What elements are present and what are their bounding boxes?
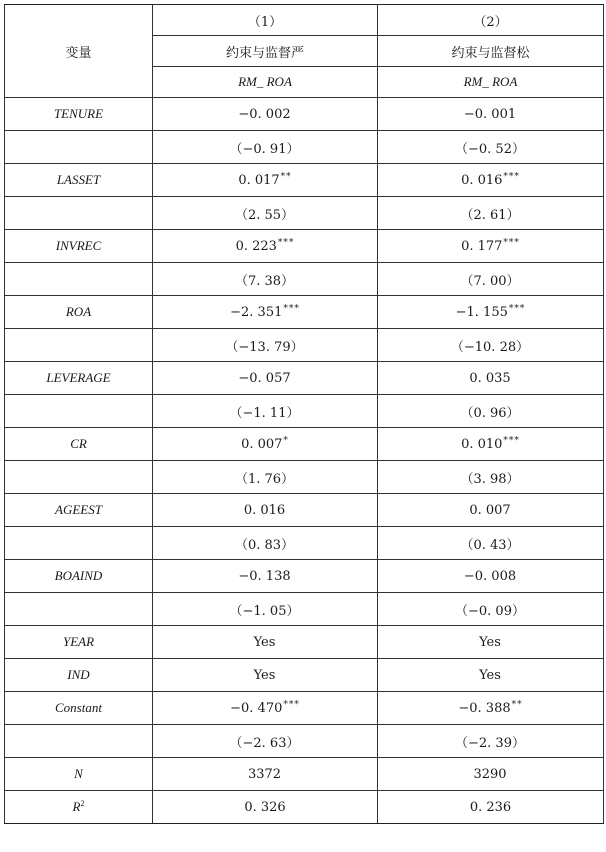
col2-cell [378, 131, 604, 164]
col2-cell [378, 659, 604, 692]
table-row [5, 230, 604, 263]
col2-cell-value: −0. 008 [463, 569, 517, 584]
col1-cell [153, 560, 378, 593]
variable-name [5, 791, 153, 824]
variable-name [5, 395, 153, 428]
col2-cell-value: Yes [479, 635, 501, 650]
col1-cell [153, 692, 378, 725]
col2-cell [378, 329, 604, 362]
table-row [5, 593, 604, 626]
col1-cell-value: （−0. 91） [229, 141, 300, 157]
col2-cell [378, 725, 604, 758]
col2-cell [378, 164, 604, 197]
table-row [5, 98, 604, 131]
variable-name [5, 692, 153, 725]
table-row [5, 263, 604, 296]
col1-cell-significance-stars: *** [283, 304, 300, 314]
variable-name [5, 329, 153, 362]
col1-cell-value: （1. 76） [234, 471, 295, 487]
col2-cell-value: 0. 035 [469, 371, 511, 386]
variable-name [5, 263, 153, 296]
variable-name-value: BOAIND [54, 568, 103, 583]
col1-cell-significance-stars: * [283, 436, 289, 446]
col1-cell [153, 296, 378, 329]
col1-cell [153, 230, 378, 263]
col1-cell-value: −2. 351 [230, 305, 283, 320]
col1-cell-significance-stars: *** [277, 238, 295, 248]
col2-cell [378, 197, 604, 230]
col1-cell [153, 395, 378, 428]
col2-cell [378, 560, 604, 593]
col2-cell [378, 494, 604, 527]
col1-cell [153, 494, 378, 527]
variable-name-value: YEAR [62, 634, 95, 649]
col2-cell-value: （0. 96） [460, 405, 520, 421]
col1-cell [153, 362, 378, 395]
col2-cell [378, 692, 604, 725]
col2-cell-value: （−10. 28） [450, 339, 530, 355]
variable-name [5, 428, 153, 461]
table-row-r2 [5, 791, 604, 824]
table-row [5, 461, 604, 494]
col2-cell [378, 527, 604, 560]
col1-cell-value: （−2. 63） [229, 735, 300, 751]
col1-cell-value: （7. 38） [234, 273, 295, 289]
col2-cell-significance-stars: *** [503, 172, 520, 182]
col1-name: 约束与监督严 [153, 36, 378, 67]
col2-cell-value: （−2. 39） [455, 735, 525, 751]
header-row-numbers [5, 5, 604, 36]
col1-cell-value: −0. 470 [230, 701, 283, 716]
variable-name [5, 461, 153, 494]
col1-cell [153, 131, 378, 164]
r2-label: R [72, 799, 81, 814]
col2-cell-value: （−0. 52） [455, 141, 525, 157]
col2-cell-value: （0. 43） [460, 537, 520, 553]
table-row [5, 659, 604, 692]
col2-cell-value: （3. 98） [460, 471, 520, 487]
table-row [5, 197, 604, 230]
col2-cell-value: 0. 236 [469, 799, 512, 815]
col1-cell-value: 0. 223 [235, 239, 277, 254]
col2-cell-significance-stars: *** [503, 238, 520, 248]
table-row [5, 395, 604, 428]
variable-name-value: LEVERAGE [46, 370, 111, 385]
table-row [5, 131, 604, 164]
col1-cell [153, 98, 378, 131]
variable-name [5, 296, 153, 329]
table-row [5, 725, 604, 758]
col2-cell [378, 461, 604, 494]
col1-cell-value: （−13. 79） [225, 339, 304, 355]
table-row [5, 758, 604, 791]
r2-superscript: 2 [80, 799, 85, 808]
variable-name [5, 626, 153, 659]
col2-cell-value: 0. 007 [469, 503, 511, 518]
col1-cell [153, 428, 378, 461]
col2-cell-value: 0. 010 [461, 437, 503, 452]
col2-cell-value: −1. 155 [455, 305, 508, 320]
col2-cell [378, 296, 604, 329]
col2-cell [378, 593, 604, 626]
col2-cell-significance-stars: ** [511, 700, 523, 710]
col1-cell-value: −0. 138 [238, 569, 291, 584]
variable-name-value: ROA [65, 304, 92, 319]
col2-cell [378, 395, 604, 428]
col1-cell-value: 0. 017 [238, 173, 280, 188]
col2-cell [378, 98, 604, 131]
variable-name-value: TENURE [53, 106, 104, 121]
table-row [5, 428, 604, 461]
variable-name [5, 197, 153, 230]
col1-cell [153, 626, 378, 659]
table-row [5, 527, 604, 560]
variable-name-value: LASSET [56, 172, 101, 187]
variable-name [5, 527, 153, 560]
col1-depvar: RM_ ROA [153, 67, 378, 98]
col1-cell-value: −0. 002 [238, 107, 291, 122]
col1-cell-value: 0. 326 [244, 799, 286, 815]
col1-cell-value: 0. 016 [243, 503, 286, 518]
variable-name-value: INVREC [55, 238, 102, 253]
col1-cell-value: （−1. 05） [229, 603, 300, 619]
col1-cell [153, 164, 378, 197]
col1-cell [153, 263, 378, 296]
col1-cell [153, 329, 378, 362]
variable-name [5, 659, 153, 692]
table-row [5, 692, 604, 725]
col1-cell [153, 725, 378, 758]
col2-cell-value: −0. 388 [458, 701, 511, 716]
variable-name-value: Constant [55, 700, 102, 715]
col2-cell [378, 362, 604, 395]
col1-cell-significance-stars: *** [283, 700, 300, 710]
table-row [5, 362, 604, 395]
col1-cell-value: −0. 057 [238, 371, 291, 386]
col2-cell-significance-stars: *** [503, 436, 520, 446]
variable-name [5, 131, 153, 164]
variable-name-value: CR [70, 436, 87, 451]
table-row [5, 164, 604, 197]
regression-table [4, 4, 604, 824]
table-row [5, 560, 604, 593]
table-row [5, 494, 604, 527]
variable-name-value: IND [67, 667, 90, 682]
col1-cell [153, 197, 378, 230]
variable-name [5, 758, 153, 791]
col2-cell [378, 263, 604, 296]
col1-cell-value: Yes [253, 668, 276, 683]
col2-cell [378, 626, 604, 659]
variable-name [5, 560, 153, 593]
col2-cell-value: （−0. 09） [455, 603, 525, 619]
variable-name [5, 494, 153, 527]
col2-cell-value: （7. 00） [460, 273, 520, 289]
table-row [5, 329, 604, 362]
col1-cell-significance-stars: ** [280, 172, 292, 182]
col2-cell-value: 0. 016 [461, 173, 503, 188]
variable-name [5, 362, 153, 395]
col2-cell-value: 3290 [473, 767, 507, 782]
col2-depvar: RM_ ROA [378, 67, 604, 98]
col1-cell-value: 3372 [247, 767, 282, 782]
col2-name: 约束与监督松 [378, 36, 604, 67]
col1-cell-value: Yes [253, 635, 276, 650]
col2-cell [378, 758, 604, 791]
table-row [5, 626, 604, 659]
table-body [5, 5, 604, 824]
variable-name [5, 98, 153, 131]
col2-cell [378, 791, 604, 824]
col1-cell [153, 659, 378, 692]
col1-cell-value: （−1. 11） [229, 405, 300, 421]
col1-cell [153, 758, 378, 791]
col1-cell [153, 791, 378, 824]
col2-cell [378, 230, 604, 263]
table-row [5, 296, 604, 329]
col1-cell [153, 527, 378, 560]
col2-cell-value: −0. 001 [463, 107, 517, 122]
col2-cell-significance-stars: *** [508, 304, 526, 314]
col1-cell-value: （0. 83） [234, 537, 295, 553]
col1-cell [153, 461, 378, 494]
col2-number: （2） [378, 5, 604, 36]
variable-name-value: N [74, 766, 83, 781]
col2-cell-value: （2. 61） [460, 207, 520, 223]
variable-name [5, 725, 153, 758]
variable-name [5, 164, 153, 197]
variable-name [5, 593, 153, 626]
col1-number: （1） [153, 5, 378, 36]
variable-name [5, 230, 153, 263]
col2-cell [378, 428, 604, 461]
col2-cell-value: 0. 177 [461, 239, 503, 254]
col2-cell-value: Yes [479, 668, 501, 683]
col1-cell-value: 0. 007 [241, 437, 283, 452]
col1-cell-value: （2. 55） [234, 207, 295, 223]
variable-name-value: AGEEST [55, 502, 102, 517]
col1-cell [153, 593, 378, 626]
variable-header: 变量 [5, 5, 153, 98]
